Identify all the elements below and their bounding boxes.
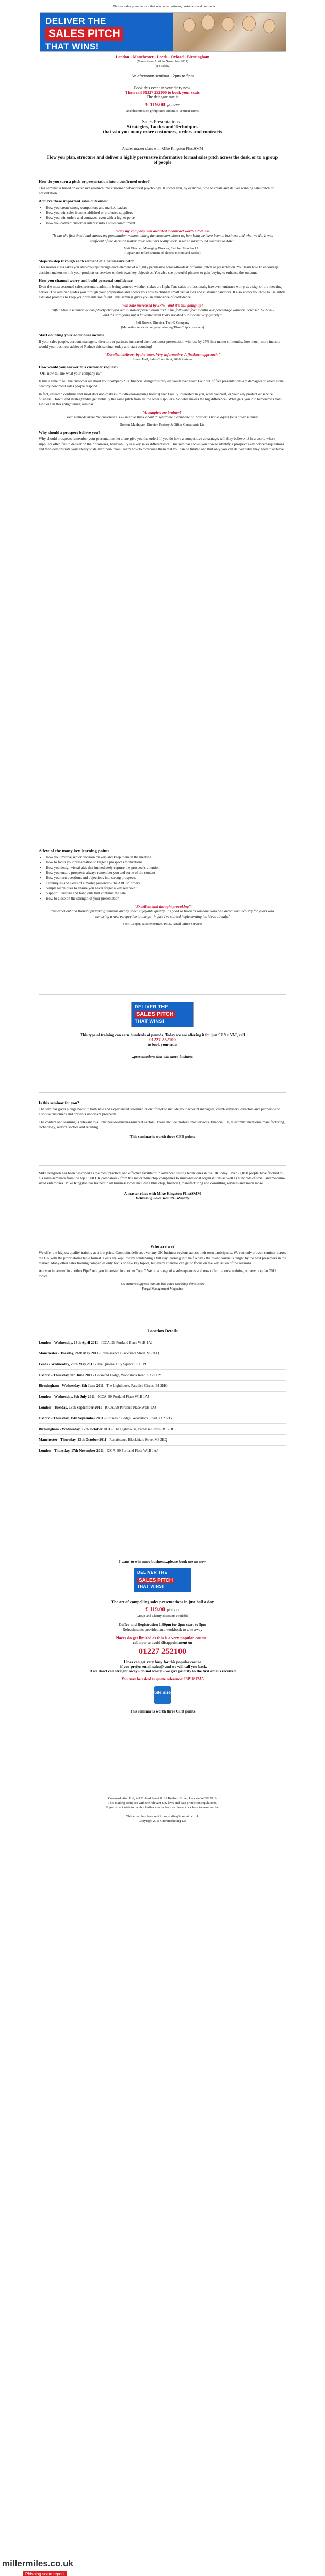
location-row xyxy=(39,1424,286,1435)
section-1-heading: How do you turn a pitch or presentation into a confirmed order? xyxy=(39,179,150,184)
lines-open-2[interactable]: - if you prefer, email sales@ and we will call you back. xyxy=(118,1664,207,1669)
dates-sub: (see below) xyxy=(154,64,171,68)
who-heading: Who are we? xyxy=(150,1244,175,1249)
section-8-heading: Is this seminar for you? xyxy=(39,1100,79,1105)
quote-4-by: Duncan MacIntyre, Director, Factory & Office Consultants Ltd. xyxy=(119,423,206,427)
watermark-text: millermiles.co.uk xyxy=(2,2558,73,2568)
list-item: • How you involve senior decision makers and keep them in the meeting xyxy=(46,855,286,860)
quote-5-body: "An excellent and thought provoking seminar and by sheer enjoyable quality. It's good to listen to someone who has known this industry for years who can bring a new perspective to things - in fact I've started implementing his ideas already." xyxy=(51,909,274,919)
footer-address: Cronmarketing Ltd, 4-9 Oxford Street & 81 Bedford Street, London WC2E 9HA xyxy=(108,1797,217,1800)
location-row xyxy=(39,1370,286,1381)
locations-section xyxy=(39,1325,286,1456)
promo-banner xyxy=(131,1002,194,1027)
timing: An afternoon seminar - 2pm to 5pm xyxy=(131,73,194,78)
key-heading: A few of the many key learning points xyxy=(39,848,110,853)
bite-size-logo: bite size xyxy=(154,1686,171,1704)
fee-note: and discounts on group rates and multi-seminar terms xyxy=(126,109,199,113)
hero-banner xyxy=(40,12,286,52)
promo-phone[interactable]: 01227 252100 xyxy=(149,1037,176,1042)
top-note: ... Deliver sales presentations that win more business, customers and contracts xyxy=(110,5,215,8)
key-learning-points xyxy=(39,845,286,929)
list-item: • How you turn questions and objections into strong prospects xyxy=(46,875,286,880)
section-6-text-2: Is this a time to tell the customer all about your company? Or financial dangerous request you'll ever hear? Four out of five presentations are damaged or killed stone dead by how most sales people respond. xyxy=(39,379,284,388)
booking-banner xyxy=(134,1568,191,1592)
promo-tail: to book your seats xyxy=(148,1042,177,1047)
booking-section xyxy=(39,1559,286,1714)
intro-sections xyxy=(39,176,286,454)
list-item: • Techniques and skills of a master presenter - the ABC to order's xyxy=(46,880,286,886)
who-text: We offer the highest quality training at a low price. Cronpoint delivers over any UK business regions across their own participants. We run only proven seminar across the UK with the proprietorial table format. Costs are kept low by condensing a full day learning into half a day - the client course is taught by the best presenters in the market. Many other sales training companies only focus on few key topics, but every attendee can get to focus on the key issues of the sessions. xyxy=(39,1251,286,1265)
location-venue: - Cotswold Lodge, Woodstock Road OX2 6HY xyxy=(104,1416,173,1420)
reference-line: You may be asked to quote reference: ISP10/12A5 xyxy=(121,1676,204,1681)
list-item: • How to focus your presentation to target a prospect's motivations xyxy=(46,860,286,865)
bio-section xyxy=(39,1171,286,1200)
quote-1-body: "It was the first time I had started my presentation without telling the customers about us, how long we have been in business and what we do. It was confident of the decision maker. Your seminars really work. It was a turnaround contract to date." xyxy=(52,234,273,243)
section-5-text: If your sales people, account managers, directors or partners increased their customer presentation win rate by 27% in a matter of months, how much more income would your business achieve? Reduce this seminar today and start counting! xyxy=(39,340,280,349)
who-section xyxy=(39,1241,286,1291)
watermark-sub: Phishing scam report xyxy=(23,2571,67,2576)
footer-compliance: This mailing complies with the relevant UK laws and data protection regulations. xyxy=(108,1801,217,1805)
bio-text: Mike Kingston has been described as the most practical and effective facilitator in advanced selling techniques in the UK today. Over 22,000 people have flocked to his sales-seminars from the top 1,000 UK companies - from the major 'blue chip' companies to multi-national organisations as well as hundreds of small and medium-sized enterprises. Mike Kingston has trained in all business types including blue chip, financial, manufacturing and consulting services and much more. xyxy=(39,1171,285,1185)
quote-2-title: Win rate increased by 27% - and it's still going up! xyxy=(122,303,203,308)
location-row xyxy=(39,1446,286,1456)
list-item: • How you ensure prospects always remember you and some of the content xyxy=(46,870,286,875)
no-get-line: If we don't call straight away - do not worry - we give priority to the first emails received xyxy=(89,1669,236,1673)
quote-1-title: Today my company was awarded a contract worth £750,000. xyxy=(115,229,210,233)
phone-number[interactable]: 01227 252100 xyxy=(139,1647,186,1656)
locations-heading: Location Details xyxy=(147,1328,178,1333)
list-item: • How you win sales from established or preferred suppliers xyxy=(46,210,286,215)
who-quote: "Six stations suggests that this like-rated workshop demolishes" xyxy=(120,1282,205,1286)
list-item: • How you design visual aids that immediately capture the prospect's attention xyxy=(46,865,286,870)
key-list xyxy=(46,855,286,901)
locations-list xyxy=(39,1337,286,1456)
section-3-text: This master class takes you step-by-step through each element of a highly persuasive across-the-desk or formal pitch or presentation. You learn how to encourage decision makers to link your products or services to their own key objectives. You also see powerful phrases to gain buying to enhance the outcome. xyxy=(39,265,279,275)
booking-hero-line-1: DELIVER THE xyxy=(137,1570,168,1575)
title-3: that win you many more customers, orders and contracts xyxy=(103,130,222,135)
fee-vat: plus VAT xyxy=(167,104,180,107)
location-date: Birmingham - Wednesday, 8th June 2011 xyxy=(39,1384,104,1388)
quote-2-body: "After Mike's seminar we completely changed our customer presentation and in the following four months our percentage winners increased by 27% - and it's still going up! A fantastic event that's boosted our income very quickly." xyxy=(51,308,274,317)
location-date: Birmingham - Wednesday, 12th October 2011 xyxy=(39,1427,111,1431)
hero-people-photo xyxy=(173,13,286,51)
quote-1-by: Matt Fletcher, Managing Director, Fletcher Moorland Ltd xyxy=(123,247,202,250)
promo-tag: ..presentations that win more business xyxy=(132,1054,193,1059)
location-row xyxy=(39,1359,286,1370)
quote-5-by: Scott Cooper, sales executive, P.R.S. Retail Office Services xyxy=(122,922,203,926)
quote-1-by-2: (Repair and refurbishment of electric motors and cables) xyxy=(124,251,201,255)
promo-hero-line-1: DELIVER THE xyxy=(135,1004,169,1009)
hero-line-1: DELIVER THE xyxy=(45,16,106,26)
master-line: A sales master class with Mike Kingston FInstSMM xyxy=(122,146,203,151)
location-date: Oxford - Thursday, 9th June 2011 xyxy=(39,1373,92,1377)
location-row xyxy=(39,1435,286,1446)
location-date: Leeds - Wednesday, 26th May 2011 xyxy=(39,1362,94,1366)
location-row xyxy=(39,1413,286,1424)
section-5-heading: Start counting your additional income xyxy=(39,333,104,337)
section-8-text-2: The content and learning is relevant to all business-to-business-market sectors. These include professional services, financial, IT, telecommunications, manufacturing, technology, service sectors and retailing. xyxy=(39,1120,285,1129)
quote-3: "Excellent delivery by the tutor. Very informative. A firstborn approach." xyxy=(104,352,221,357)
art-note: (Group and Charity discounts available) xyxy=(135,1614,190,1618)
location-date: London - Wednesday, 13th April 2011 xyxy=(39,1341,99,1345)
location-venue: - ICCA, 99 Portland Place W1B 1AJ xyxy=(95,1395,149,1399)
master-2: A master class with Mike Kingston FInstSMM xyxy=(124,1191,201,1196)
promo-hero-line-3: THAT WINS! xyxy=(135,1019,165,1024)
refresh-line: Refreshments provided and workbook to take away xyxy=(122,1627,203,1632)
question-main: How you plan, structure and deliver a highly persuasive informative formal sales pitch across the desk, or to a group of people xyxy=(47,155,278,165)
booking-hero-line-2: SALES PITCH xyxy=(137,1578,174,1583)
location-date: London - Thursday, 17th November 2011 xyxy=(39,1449,104,1453)
quote-4-title: 'A complete no brainer!' xyxy=(143,410,182,415)
coffee-line: Coffee and Registration 1.30pm for 2pm start to 5pm xyxy=(118,1622,207,1627)
cpd-note: This seminar is worth three CPD points xyxy=(129,1134,196,1139)
footer-unsubscribe[interactable]: If you do not wish to receive further emails from us please click here to unsubscribe. xyxy=(105,1806,220,1809)
location-venue: - The Lighthouse, Paradise Circus, B1 2HG xyxy=(104,1384,168,1388)
list-item: • Simple techniques to ensure you never forget a key sell point xyxy=(46,886,286,891)
location-row xyxy=(39,1348,286,1359)
promo-title: This type of training can earn hundreds of pounds. Today we are offering it for just £119 + VAT, call xyxy=(80,1032,245,1037)
location-date: Manchester - Tuesday, 26th May 2011 xyxy=(39,1351,99,1355)
location-row xyxy=(39,1392,286,1402)
watermark xyxy=(2,2558,74,2576)
location-date: Oxford - Thursday, 15th September 2011 xyxy=(39,1416,104,1420)
call-line[interactable]: Then call 01227 252100 to book your seats xyxy=(125,90,200,95)
limited-line: Places do get limited as this is a very popular course... xyxy=(115,1636,210,1640)
section-4-heading: How you channel worry and build personal confidence xyxy=(39,278,133,283)
dates-note: (Venue from April to November 2011) xyxy=(137,60,188,63)
section-3-heading: Step-by-step through each element of a persuasive pitch xyxy=(39,259,135,263)
art-title: The art of compelling sales presentations in just half a day xyxy=(111,1600,214,1604)
promo-block xyxy=(39,1002,286,1059)
section-2-list xyxy=(46,205,286,226)
book-line: Book this event in your diary now. xyxy=(134,86,191,90)
cities: London - Manchester - Leeds - Oxford - Birmingham xyxy=(115,55,210,59)
location-venue: - Renaissance Blackfriars Street M3 2EQ xyxy=(99,1351,159,1355)
hero-line-3: THAT WINS! xyxy=(45,42,99,51)
location-date: London - Tuesday, 13th September 2011 xyxy=(39,1405,102,1410)
footer xyxy=(39,1796,286,1823)
booking-hero-line-3: THAT WINS! xyxy=(137,1584,164,1589)
quote-3-by: Simon Hall, Sales Consultant, 2020 Systems xyxy=(132,358,193,361)
section-7-heading: Why should a prospect believe you? xyxy=(39,430,101,435)
quote-4-body: Your methods make the customer's 'Fill need to think about it' syndrome a complete no brainer! Thanks again for a great seminar. xyxy=(66,415,259,419)
section-8-text: The seminar gives a huge boost to both new and experienced salesmen. Don't forget to include your account managers, client-servicers, directors and partners who also use customers and presents important prospects. xyxy=(39,1107,280,1116)
location-venue: - ICCA, 99 Portland Place W1B 1AJ xyxy=(103,1405,156,1410)
list-item: • Support literature and hand outs that continue the sale xyxy=(46,891,286,896)
list-item: • How you convert customer interest into a solid commitment xyxy=(46,221,286,226)
section-6-text-3: In fact, research confirms that most decision-makers (middle-non-making boards) aren't really interested in you, what yourself, or your key product or service business! How it and strategyandist get virtually the same pitch from all the other suppliers? So what makes the big difference? What gets you into tomorrow's box? Find out in this enlightening seminar. xyxy=(39,392,283,406)
section-6-heading: How would you answer this customer request? xyxy=(39,365,119,369)
section-4-text: Even the most seasoned sales presenters admit to being worried whether stakes are high. True sales professionals, however, embrace worry as a sign of pre-meeting nerves. The seminar guides you through your preparation and shows you how to channel small visual aids and customer handouts. It also shows you how to use subtle aids and prompts to keep your presentation fluent. This seminar gives you an abundance of confidence. xyxy=(39,285,286,299)
section-2-heading: Achieve these important sales outcomes: xyxy=(39,199,108,204)
title-1: Sales Presentations - xyxy=(142,120,183,125)
location-venue: - ICCA, 99 Portland Place W1B 1AJ xyxy=(104,1449,158,1453)
footer-sent-to: This email has been sent to subscriber@domain.co.uk xyxy=(126,1815,199,1818)
location-date: Manchester - Thursday, 13th October 2011 xyxy=(39,1438,107,1442)
list-item: • How you win orders and contracts, even with a higher price xyxy=(46,215,286,221)
art-fee: £ 119.00 xyxy=(145,1606,165,1613)
cpd-note-2: This seminar is worth three CPD points xyxy=(129,1709,196,1714)
location-row xyxy=(39,1402,286,1413)
quote-2-by-2: (Marketing services company winning 'Blue Chip' customers) xyxy=(121,326,204,329)
hero-line-2: SALES PITCH xyxy=(45,27,123,41)
who-quote-by: Fergal Management Magazine xyxy=(142,1287,183,1291)
section-6-text: "OK, now tell me what your company is?" xyxy=(39,371,102,376)
lines-open: Lines can get very busy for this popular course xyxy=(124,1659,201,1664)
fee-label: The delegate rate is xyxy=(146,95,179,99)
promo-hero-line-2: SALES PITCH xyxy=(135,1011,175,1018)
quote-2-by: Phil Brown, Director, The H2 Company xyxy=(135,321,190,325)
fee-price: £ 119.00 xyxy=(145,101,165,108)
location-venue: - Cotswold Lodge, Woodstock Road OX2 6HY xyxy=(93,1373,161,1377)
art-vat: plus VAT xyxy=(167,1608,180,1612)
want-line[interactable]: I want to win more business...please book me on now xyxy=(119,1559,206,1564)
list-item: • How to close on the strength of your presentation xyxy=(46,896,286,901)
location-row xyxy=(39,1381,286,1392)
location-venue: - The Queens, City Square LS1 1PJ xyxy=(95,1362,147,1366)
list-item: • How you create strong competitors and market leaders xyxy=(46,205,286,210)
section-7-text: Why should prospects remember your presentation, let alone give you the order? If you do have a competitive advantage, will they believe it? In a world where suppliers often fail to deliver on their promises, believability is a key sales differentiator. This seminar shows you how to identify a prospect's key concerns/questions and then demonstrate your ability to deliver them. You'll learn how to overcome them that you can be trusted and that only you can deliver what they need to achieve. xyxy=(39,437,285,451)
location-venue: - Renaissance Blackfriars Street M3 2EQ xyxy=(107,1438,167,1442)
master-2-sub: Delivering Sales Results...Rapidly xyxy=(135,1196,190,1200)
who-text-2: Are you interested in another Pipe? Are you interested in another Topic? We do a range of 4 subsequences and now offer in-house training on very popular 2011 topics. xyxy=(39,1269,277,1278)
quote-5-title: "Excellent and thought provoking" xyxy=(134,904,191,909)
footer-copyright: Copyright 2011 Cronmarketing Ltd xyxy=(138,1819,187,1823)
location-row xyxy=(39,1337,286,1348)
section-1-text: This seminar is based on extensive research into customer behavioural psychology. It shows you, by example, how to create and deliver winning sales pitch or presentation. xyxy=(39,186,274,195)
title-2: Strategies, Tactics and Techniques xyxy=(126,125,199,130)
location-date: London - Wednesday, 6th July 2011 xyxy=(39,1395,95,1399)
audience-section xyxy=(39,1097,286,1139)
location-venue: - The Lighthouse, Paradise Circus, B1 2HG xyxy=(111,1427,175,1431)
call-now-line: call now to avoid disappointment on xyxy=(133,1640,192,1645)
location-venue: - ICCA, 99 Portland Place W1B 1AJ xyxy=(99,1341,153,1345)
